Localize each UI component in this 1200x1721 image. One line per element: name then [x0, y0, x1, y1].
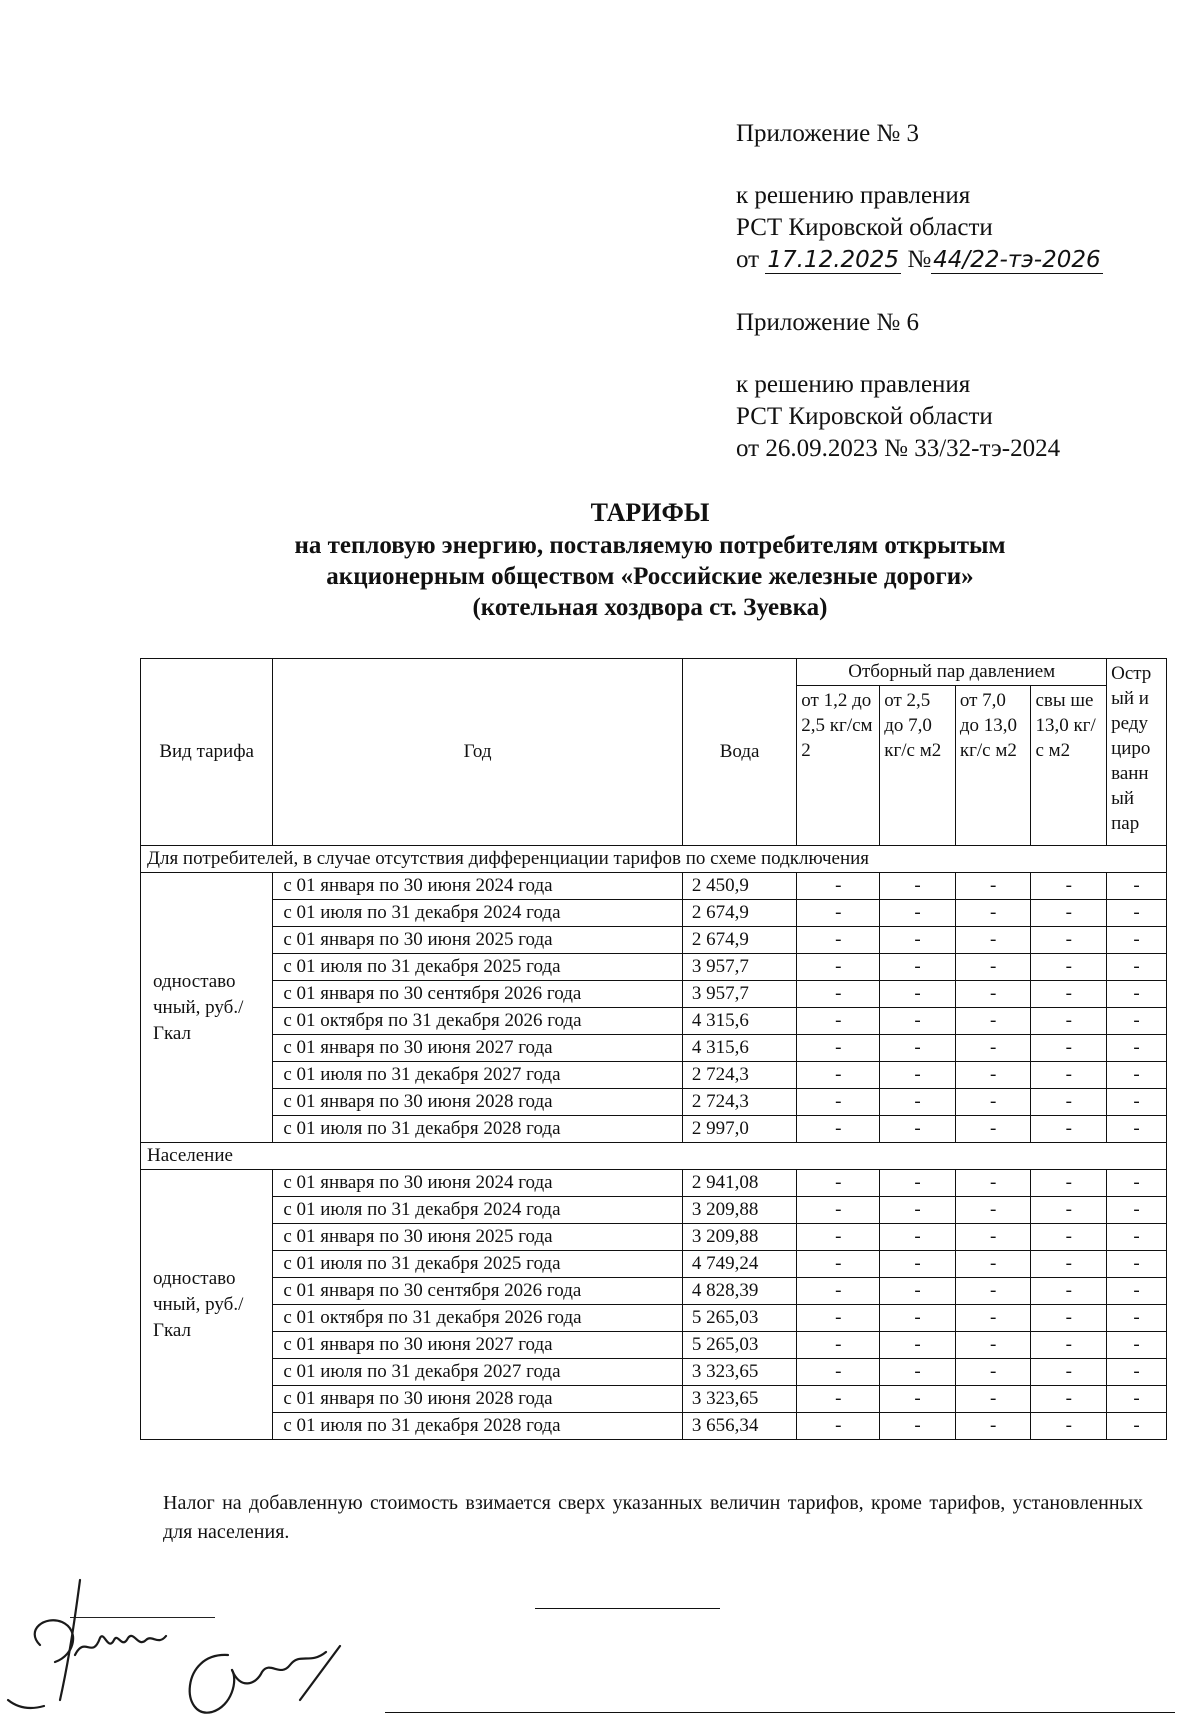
empty-value-cell: - — [1107, 954, 1167, 981]
water-tariff-cell: 2 997,0 — [682, 1116, 796, 1143]
section-title: Население — [141, 1143, 1167, 1170]
water-tariff-cell: 2 674,9 — [682, 900, 796, 927]
period-cell: с 01 июля по 31 декабря 2028 года — [273, 1413, 683, 1440]
document-heading — [140, 497, 1160, 623]
empty-value-cell: - — [880, 900, 956, 927]
empty-value-cell: - — [955, 1278, 1031, 1305]
table-row — [141, 1413, 1167, 1440]
empty-value-cell: - — [955, 954, 1031, 981]
empty-value-cell: - — [1107, 1008, 1167, 1035]
empty-value-cell: - — [1107, 1305, 1167, 1332]
empty-value-cell: - — [955, 1035, 1031, 1062]
empty-value-cell: - — [1107, 1359, 1167, 1386]
water-tariff-cell: 2 941,08 — [682, 1170, 796, 1197]
empty-value-cell: - — [797, 1170, 880, 1197]
heading-line-3: (котельная хоздвора ст. Зуевка) — [472, 594, 828, 621]
period-cell: с 01 октября по 31 декабря 2026 года — [273, 1305, 683, 1332]
water-tariff-cell: 4 749,24 — [682, 1251, 796, 1278]
empty-value-cell: - — [1031, 873, 1107, 900]
empty-value-cell: - — [797, 1224, 880, 1251]
empty-value-cell: - — [1107, 1251, 1167, 1278]
empty-value-cell: - — [797, 873, 880, 900]
appendix-3-ref-line-2: РСТ Кировской области — [736, 214, 993, 241]
water-tariff-cell: 4 828,39 — [682, 1278, 796, 1305]
empty-value-cell: - — [1031, 981, 1107, 1008]
section-row — [141, 1143, 1167, 1170]
heading-line-1: на тепловую энергию, поставляемую потребителям открытым — [294, 532, 1006, 559]
water-tariff-cell: 5 265,03 — [682, 1305, 796, 1332]
from-prefix: от — [736, 246, 760, 273]
water-tariff-cell: 2 724,3 — [682, 1089, 796, 1116]
period-cell: с 01 июля по 31 декабря 2025 года — [273, 1251, 683, 1278]
water-tariff-cell: 3 957,7 — [682, 981, 796, 1008]
empty-value-cell: - — [880, 1062, 956, 1089]
empty-value-cell: - — [1031, 1035, 1107, 1062]
empty-value-cell: - — [1107, 1386, 1167, 1413]
empty-value-cell: - — [880, 1386, 956, 1413]
header-steam-7-13: от 7,0 до 13,0 кг/с м2 — [955, 686, 1031, 846]
header-year: Год — [273, 659, 683, 846]
appendix-6-block — [736, 307, 1176, 465]
empty-value-cell: - — [1107, 1170, 1167, 1197]
table-row — [141, 1062, 1167, 1089]
empty-value-cell: - — [1107, 927, 1167, 954]
signature-divider — [535, 1608, 720, 1609]
period-cell: с 01 января по 30 сентября 2026 года — [273, 1278, 683, 1305]
empty-value-cell: - — [797, 1116, 880, 1143]
empty-value-cell: - — [880, 1251, 956, 1278]
table-row — [141, 1089, 1167, 1116]
header-steam-2-5-7: от 2,5 до 7,0 кг/с м2 — [880, 686, 956, 846]
empty-value-cell: - — [955, 1008, 1031, 1035]
empty-value-cell: - — [1031, 1278, 1107, 1305]
empty-value-cell: - — [880, 1224, 956, 1251]
table-row — [141, 1359, 1167, 1386]
empty-value-cell: - — [1107, 1332, 1167, 1359]
period-cell: с 01 октября по 31 декабря 2026 года — [273, 1008, 683, 1035]
water-tariff-cell: 3 656,34 — [682, 1413, 796, 1440]
empty-value-cell: - — [955, 1170, 1031, 1197]
empty-value-cell: - — [1031, 1305, 1107, 1332]
empty-value-cell: - — [1107, 873, 1167, 900]
handwritten-number: 44/22-тэ-2026 — [933, 247, 1101, 273]
appendix-6-ref-line-2: РСТ Кировской области — [736, 403, 993, 430]
empty-value-cell: - — [797, 981, 880, 1008]
header-steam-group: Отборный пар давлением — [797, 659, 1107, 686]
empty-value-cell: - — [797, 1413, 880, 1440]
appendix-6-title: Приложение № 6 — [736, 309, 920, 336]
table-row — [141, 927, 1167, 954]
table-row — [141, 873, 1167, 900]
empty-value-cell: - — [797, 900, 880, 927]
empty-value-cell: - — [955, 1413, 1031, 1440]
water-tariff-cell: 2 724,3 — [682, 1062, 796, 1089]
empty-value-cell: - — [955, 1251, 1031, 1278]
water-tariff-cell: 2 674,9 — [682, 927, 796, 954]
empty-value-cell: - — [1107, 1116, 1167, 1143]
tariff-table — [140, 658, 1167, 1440]
header-sharp-steam: Остр ый и реду циро ванн ый пар — [1107, 659, 1167, 846]
empty-value-cell: - — [1031, 927, 1107, 954]
table-row — [141, 1224, 1167, 1251]
empty-value-cell: - — [1107, 1413, 1167, 1440]
tariff-type-cell: одноставо чный, руб./Гкал — [141, 1170, 273, 1440]
empty-value-cell: - — [1031, 1089, 1107, 1116]
header-water: Вода — [682, 659, 796, 846]
empty-value-cell: - — [797, 1008, 880, 1035]
table-body — [141, 846, 1167, 1440]
period-cell: с 01 июля по 31 декабря 2025 года — [273, 954, 683, 981]
table-header — [141, 659, 1167, 846]
table-row — [141, 1170, 1167, 1197]
appendix-3-decision-line — [736, 244, 1176, 276]
empty-value-cell: - — [1031, 1170, 1107, 1197]
table-row — [141, 1008, 1167, 1035]
empty-value-cell: - — [880, 954, 956, 981]
header-steam-over-13: свы ше 13,0 кг/с м2 — [1031, 686, 1107, 846]
empty-value-cell: - — [880, 1035, 956, 1062]
water-tariff-cell: 3 209,88 — [682, 1224, 796, 1251]
period-cell: с 01 января по 30 июня 2028 года — [273, 1386, 683, 1413]
empty-value-cell: - — [797, 1035, 880, 1062]
empty-value-cell: - — [1031, 1116, 1107, 1143]
empty-value-cell: - — [797, 1386, 880, 1413]
empty-value-cell: - — [1107, 1035, 1167, 1062]
empty-value-cell: - — [797, 1359, 880, 1386]
period-cell: с 01 января по 30 июня 2027 года — [273, 1035, 683, 1062]
water-tariff-cell: 5 265,03 — [682, 1332, 796, 1359]
table-row — [141, 1251, 1167, 1278]
empty-value-cell: - — [797, 1197, 880, 1224]
empty-value-cell: - — [1107, 1224, 1167, 1251]
heading-line-2: акционерным обществом «Российские железные дороги» — [326, 563, 974, 590]
table-row — [141, 1278, 1167, 1305]
empty-value-cell: - — [1107, 1062, 1167, 1089]
number-prefix: № — [907, 246, 932, 273]
table-row — [141, 1332, 1167, 1359]
appendix-6-ref-line-3: от 26.09.2023 № 33/32-тэ-2024 — [736, 435, 1061, 462]
empty-value-cell: - — [955, 981, 1031, 1008]
empty-value-cell: - — [955, 900, 1031, 927]
table-row — [141, 1386, 1167, 1413]
empty-value-cell: - — [797, 954, 880, 981]
period-cell: с 01 июля по 31 декабря 2027 года — [273, 1062, 683, 1089]
empty-value-cell: - — [955, 927, 1031, 954]
period-cell: с 01 января по 30 июня 2025 года — [273, 927, 683, 954]
empty-value-cell: - — [955, 1224, 1031, 1251]
period-cell: с 01 января по 30 июня 2027 года — [273, 1332, 683, 1359]
empty-value-cell: - — [880, 1332, 956, 1359]
table-row — [141, 1116, 1167, 1143]
period-cell: с 01 января по 30 июня 2028 года — [273, 1089, 683, 1116]
table-row — [141, 1305, 1167, 1332]
empty-value-cell: - — [880, 1278, 956, 1305]
empty-value-cell: - — [880, 1089, 956, 1116]
appendix-3-title: Приложение № 3 — [736, 120, 920, 147]
table-row — [141, 1197, 1167, 1224]
empty-value-cell: - — [955, 1116, 1031, 1143]
empty-value-cell: - — [880, 1305, 956, 1332]
empty-value-cell: - — [1031, 954, 1107, 981]
empty-value-cell: - — [1107, 981, 1167, 1008]
table-row — [141, 954, 1167, 981]
empty-value-cell: - — [955, 1197, 1031, 1224]
empty-value-cell: - — [955, 1089, 1031, 1116]
vat-note: Налог на добавленную стоимость взимается сверх указанных величин тарифов, кроме тарифов, установленных для населения. — [163, 1492, 1143, 1543]
header-tariff-type: Вид тарифа — [141, 659, 273, 846]
empty-value-cell: - — [1031, 1224, 1107, 1251]
period-cell: с 01 января по 30 июня 2024 года — [273, 1170, 683, 1197]
water-tariff-cell: 4 315,6 — [682, 1008, 796, 1035]
empty-value-cell: - — [797, 927, 880, 954]
empty-value-cell: - — [1031, 1251, 1107, 1278]
empty-value-cell: - — [955, 1386, 1031, 1413]
empty-value-cell: - — [880, 1413, 956, 1440]
empty-value-cell: - — [880, 1116, 956, 1143]
empty-value-cell: - — [1031, 900, 1107, 927]
empty-value-cell: - — [1031, 1413, 1107, 1440]
header-steam-1-2-5: от 1,2 до 2,5 кг/см 2 — [797, 686, 880, 846]
water-tariff-cell: 3 957,7 — [682, 954, 796, 981]
water-tariff-cell: 4 315,6 — [682, 1035, 796, 1062]
empty-value-cell: - — [1107, 900, 1167, 927]
period-cell: с 01 июля по 31 декабря 2024 года — [273, 900, 683, 927]
empty-value-cell: - — [1031, 1197, 1107, 1224]
appendix-3-ref-line-1: к решению правления — [736, 182, 971, 209]
period-cell: с 01 января по 30 июня 2024 года — [273, 873, 683, 900]
empty-value-cell: - — [797, 1089, 880, 1116]
empty-value-cell: - — [880, 927, 956, 954]
section-title: Для потребителей, в случае отсутствия дифференциации тарифов по схеме подключения — [141, 846, 1167, 873]
period-cell: с 01 июля по 31 декабря 2024 года — [273, 1197, 683, 1224]
water-tariff-cell: 3 323,65 — [682, 1359, 796, 1386]
appendix-3-block — [736, 118, 1176, 276]
empty-value-cell: - — [797, 1332, 880, 1359]
empty-value-cell: - — [1107, 1197, 1167, 1224]
empty-value-cell: - — [880, 981, 956, 1008]
empty-value-cell: - — [955, 1305, 1031, 1332]
water-tariff-cell: 3 209,88 — [682, 1197, 796, 1224]
table-row — [141, 1035, 1167, 1062]
period-cell: с 01 января по 30 июня 2025 года — [273, 1224, 683, 1251]
empty-value-cell: - — [797, 1278, 880, 1305]
empty-value-cell: - — [1031, 1008, 1107, 1035]
empty-value-cell: - — [880, 1359, 956, 1386]
empty-value-cell: - — [797, 1062, 880, 1089]
handwritten-date: 17.12.2025 — [767, 247, 900, 273]
water-tariff-cell: 2 450,9 — [682, 873, 796, 900]
empty-value-cell: - — [797, 1305, 880, 1332]
empty-value-cell: - — [1031, 1359, 1107, 1386]
empty-value-cell: - — [955, 1062, 1031, 1089]
water-tariff-cell: 3 323,65 — [682, 1386, 796, 1413]
empty-value-cell: - — [880, 873, 956, 900]
empty-value-cell: - — [880, 1170, 956, 1197]
empty-value-cell: - — [1107, 1089, 1167, 1116]
empty-value-cell: - — [955, 873, 1031, 900]
empty-value-cell: - — [1031, 1386, 1107, 1413]
empty-value-cell: - — [1031, 1062, 1107, 1089]
empty-value-cell: - — [1107, 1278, 1167, 1305]
table-row — [141, 981, 1167, 1008]
appendix-6-ref-line-1: к решению правления — [736, 371, 971, 398]
handwritten-signature — [0, 1560, 360, 1721]
period-cell: с 01 июля по 31 декабря 2028 года — [273, 1116, 683, 1143]
document-title: ТАРИФЫ — [590, 498, 710, 527]
empty-value-cell: - — [797, 1251, 880, 1278]
period-cell: с 01 января по 30 сентября 2026 года — [273, 981, 683, 1008]
tariff-type-cell: одноставо чный, руб./Гкал — [141, 873, 273, 1143]
empty-value-cell: - — [880, 1197, 956, 1224]
empty-value-cell: - — [955, 1332, 1031, 1359]
section-row — [141, 846, 1167, 873]
period-cell: с 01 июля по 31 декабря 2027 года — [273, 1359, 683, 1386]
empty-value-cell: - — [880, 1008, 956, 1035]
empty-value-cell: - — [1031, 1332, 1107, 1359]
footer-line — [385, 1712, 1175, 1713]
empty-value-cell: - — [955, 1359, 1031, 1386]
table-row — [141, 900, 1167, 927]
